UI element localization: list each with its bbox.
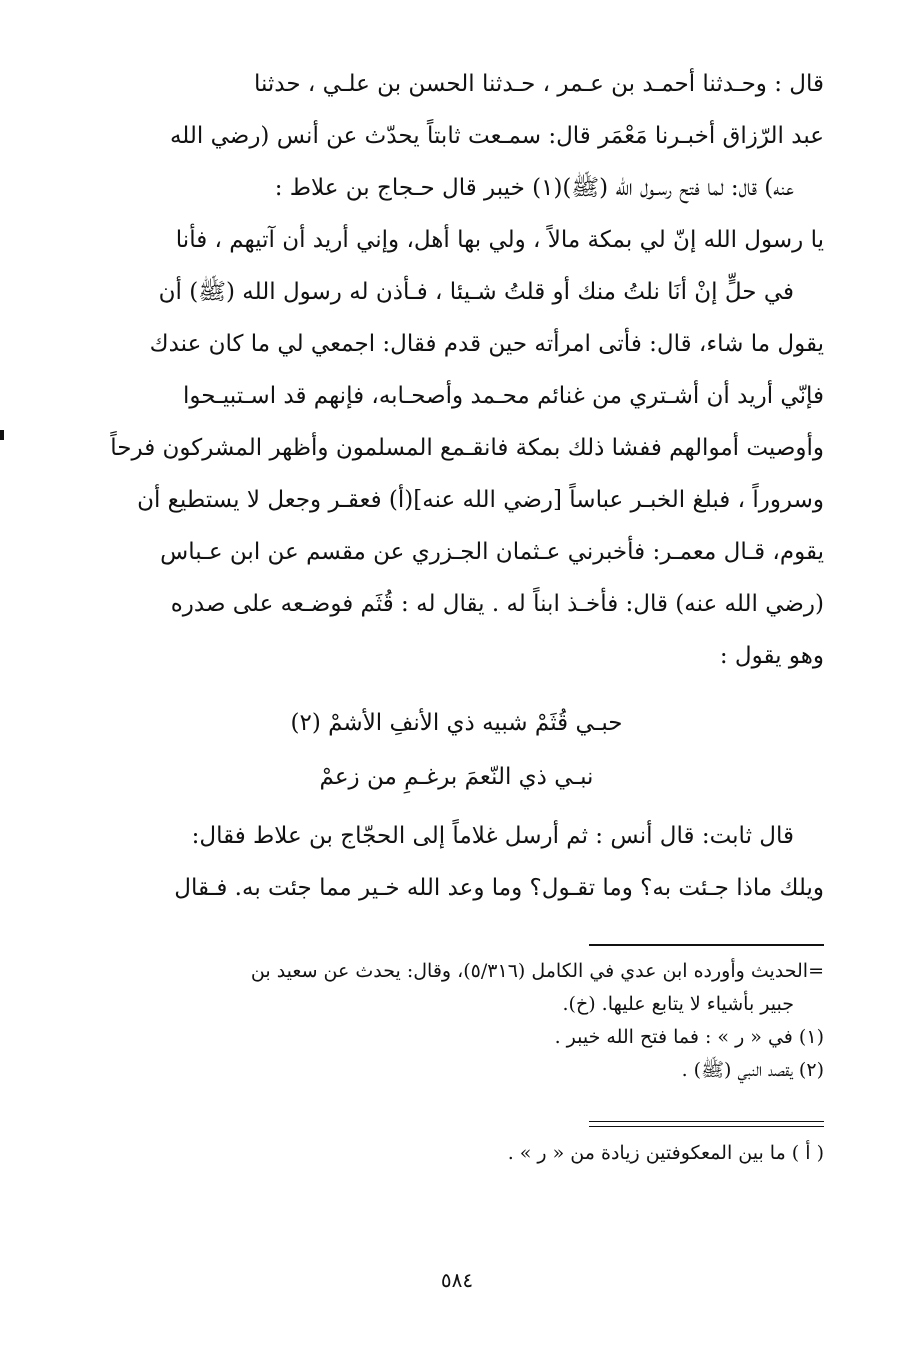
text-line: عبد الرّزاق أخبـرنا مَعْمَر قال: سمـعت ثابتاً يحدّث عن أنس (رضي الله [169,123,824,149]
variant-separator-top [589,1121,824,1122]
text-line: يقول ما شاء، قال: فأتى امرأته حين قدم فقال: اجمعي لي ما كان عندك [149,331,824,357]
text-line: يا رسول الله إنّ لي بمكة مالاً ، ولي بها أهل، وإني أريد أن آتيهم ، فأنا [175,227,824,253]
page-number: ٥٨٤ [440,1268,474,1292]
variant-separator-bottom [589,1126,824,1127]
footnote-line: (١) في « ر » : فما فتح الله خيبر . [554,1026,824,1048]
text-line: يقوم، قـال معمـر: فأخبرني عـثمان الجـزري عن مقسم عن ابن عـباس [160,539,824,565]
main-text [89,58,824,914]
text-line: فإنّي أريد أن أشـتري من غنائم محـمد وأصحـابه، فإنهم قد اسـتبيـحوا [183,383,824,409]
footnote-line: =الحديث وأورده ابن عدي في الكامل (٥/٣١٦)، وقال: يحدث عن سعيد بن [250,960,824,982]
text-line: عنه) قال: لما فتح رسـول الله (ﷺ)(١) خيبر قال حـجاج بن علاط : [274,175,794,201]
footnotes [89,955,824,1087]
text-line: (رضي الله عنه) قال: فأخـذ ابناً له . يقال له : قُثَم فوضـعه على صدره [170,591,824,617]
text-line: وهو يقول : [719,643,824,669]
text-line: قال : وحـدثنا أحمـد بن عـمر ، حـدثنا الحسن بن علـي ، حدثنا [253,71,824,97]
footnote-line: (٢) يقصد النبي (ﷺ) . [681,1059,824,1081]
text-line: قال ثابت: قال أنس : ثم أرسل غلاماً إلى الحجّاج بن علاط فقال: [191,823,794,849]
poem-verse: حبـي قُثَمْ شبيه ذي الأنفِ الأشمْ (٢) [290,710,623,736]
footnote-line: جبير بأشياء لا يتابع عليها. (خ). [562,993,794,1015]
text-line: في حلٍّ إنْ أنَا نلتُ منك أو قلتُ شـيئا ، فـأذن له رسول الله (ﷺ) أن [158,279,794,305]
text-line: وأوصيت أموالهم ففشا ذلك بمكة فانقـمع المسلمون وأظهر المشركون فرحاً [110,435,824,461]
text-line: ويلك ماذا جـئت به؟ وما تقـول؟ وما وعد الله خـير مما جئت به. فـقال [174,875,824,901]
footnote-separator [589,944,824,946]
poem-verse: نبـي ذي النّعمَ برغـمِ من زعمْ [319,764,594,790]
variant-note: ( أ ) ما بين المعكوفتين زيادة من « ر » . [507,1142,824,1164]
margin-mark [0,430,4,440]
text-line: وسروراً ، فبلغ الخبـر عباساً [رضي الله عنه](أ) فعقـر وجعل لا يستطيع أن [137,487,824,513]
